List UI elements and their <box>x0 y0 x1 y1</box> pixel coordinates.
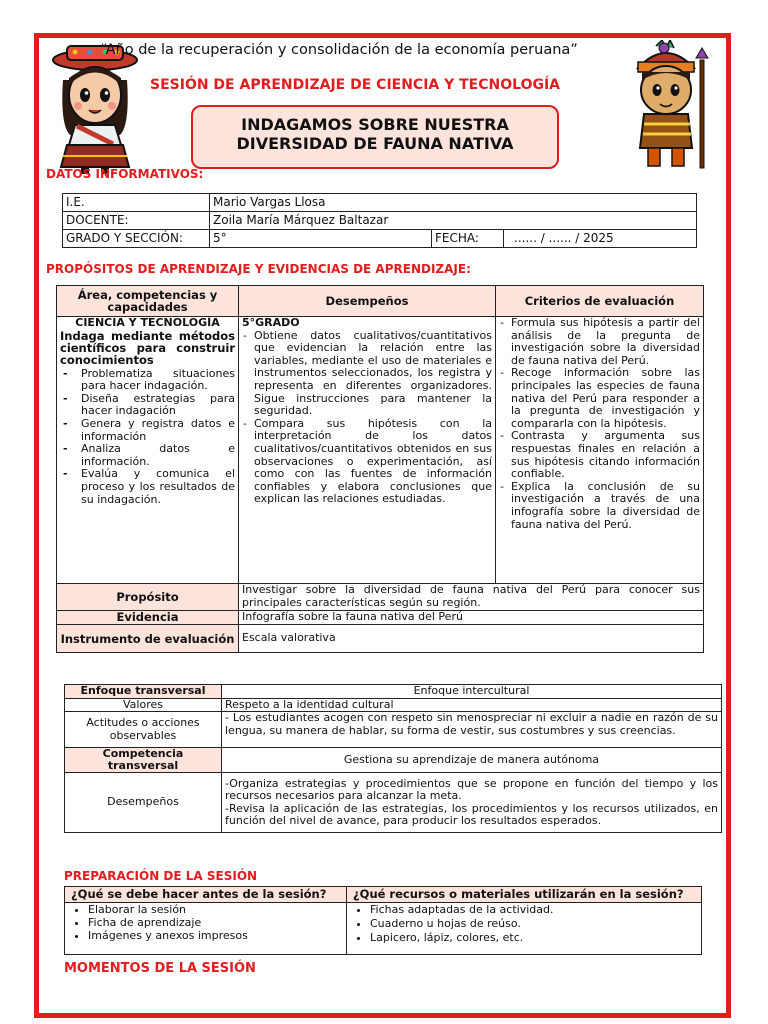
enfoque-table <box>64 684 722 833</box>
col-recursos-header: ¿Qué recursos o materiales utilizarán en la sesión? <box>347 887 702 903</box>
col-area-header: Área, competencias y capacidades <box>57 286 239 317</box>
datos-table <box>62 193 697 248</box>
enfoque-label: Enfoque transversal <box>65 685 222 699</box>
proposito-label: Propósito <box>57 584 239 611</box>
antes-cell <box>65 903 347 955</box>
list-item: • Imágenes y anexos impresos <box>88 929 343 942</box>
desempeno-item: -Revisa la aplicación de las estrategias, los procedimientos y los recursos utilizados, en función del nivel de avance, para producir los resultados esperados. <box>225 801 718 827</box>
desempenos-list <box>242 330 492 506</box>
table-row <box>63 194 697 212</box>
competencia-transversal-label: Competencia transversal <box>65 748 222 773</box>
main-title-line1: INDAGAMOS SOBRE NUESTRA <box>241 115 509 134</box>
desempenos-cell <box>239 317 496 584</box>
list-item: • Ficha de aprendizaje <box>88 916 343 929</box>
table-row <box>65 685 722 699</box>
table-row <box>65 748 722 773</box>
grado-value: 5° <box>210 230 432 248</box>
table-row <box>57 317 704 584</box>
valores-value: Respeto a la identidad cultural <box>222 698 722 712</box>
actitudes-value: - Los estudiantes acogen con respeto sin menospreciar ni excluir a nadie en razón de su lengua, su manera de hablar, su forma de vestir, sus costumbres y sus creencias. <box>222 712 722 748</box>
list-item: - Contrasta y argumenta sus respuestas finales en relación a sus hipótesis citando información confiable. <box>499 430 700 480</box>
col-desempenos-header: Desempeños <box>239 286 496 317</box>
competencia-text: Indaga mediante métodos científicos para construir conocimientos <box>60 328 235 367</box>
list-item: • Lapicero, lápiz, colores, etc. <box>370 931 698 945</box>
table-row <box>63 212 697 230</box>
list-item: - Obtiene datos cualitativos/cuantitativos que evidencian la relación entre las variables, mediante el uso de materiales e instrumentos seleccionados, los registra y representa en diferentes organizadores. Sigue instrucciones para mantener la seguridad. <box>242 330 492 418</box>
table-row <box>63 230 697 248</box>
table-header-row <box>57 286 704 317</box>
criterios-cell <box>496 317 704 584</box>
table-row <box>65 698 722 712</box>
list-item: - Problematiza situaciones para hacer indagación. <box>60 368 235 393</box>
instrumento-label: Instrumento de evaluación <box>57 625 239 653</box>
list-item: - Evalúa y comunica el proceso y los resultados de su indagación. <box>60 468 235 506</box>
instrumento-value: Escala valorativa <box>239 625 704 653</box>
ie-value: Mario Vargas Llosa <box>210 194 697 212</box>
recursos-cell <box>347 903 702 955</box>
docente-value: Zoila María Márquez Baltazar <box>210 212 697 230</box>
docente-label: DOCENTE: <box>63 212 210 230</box>
list-item: - Recoge información sobre las principales las especies de fauna nativa del Perú para responder a la pregunta de investigación y compararla con la hipótesis. <box>499 367 700 430</box>
table-row <box>65 903 702 955</box>
list-item: - Analiza datos e información. <box>60 443 235 468</box>
list-item: • Elaborar la sesión <box>88 903 343 916</box>
ie-label: I.E. <box>63 194 210 212</box>
area-cell <box>57 317 239 584</box>
competencia-transversal-value: Gestiona su aprendizaje de manera autónoma <box>222 748 722 773</box>
propositos-table <box>56 285 704 653</box>
recursos-list <box>350 903 698 945</box>
list-item: - Diseña estrategias para hacer indagación <box>60 393 235 418</box>
session-title: SESIÓN DE APRENDIZAJE DE CIENCIA Y TECNOLOGÍA <box>150 77 560 93</box>
propositos-heading: PROPÓSITOS DE APRENDIZAJE Y EVIDENCIAS DE APRENDIZAJE: <box>46 262 471 276</box>
proposito-value: Investigar sobre la diversidad de fauna nativa del Perú para conocer sus principales características según su región. <box>239 584 704 611</box>
year-motto: “Año de la recuperación y consolidación de la economía peruana” <box>100 42 578 58</box>
table-row <box>57 584 704 611</box>
list-item: • Cuaderno u hojas de reúso. <box>370 917 698 931</box>
area-name: CIENCIA Y TECNOLOGÍA <box>75 316 220 329</box>
criterios-list <box>499 317 700 531</box>
evidencia-label: Evidencia <box>57 611 239 625</box>
desempenos-transversal-label: Desempeños <box>65 773 222 833</box>
desempenos-transversal-value <box>222 773 722 833</box>
preparacion-heading: PREPARACIÓN DE LA SESIÓN <box>64 869 258 883</box>
list-item: - Compara sus hipótesis con la interpretación de los datos cualitativos/cuantitativos obtenidos en sus observaciones o experimentación, así como con las fuentes de información confiables y elabora conclusiones que explican las relaciones estudiadas. <box>242 418 492 506</box>
fecha-label: FECHA: <box>432 230 504 248</box>
antes-list <box>68 903 343 942</box>
main-title-line2: DIVERSIDAD DE FAUNA NATIVA <box>236 134 514 153</box>
enfoque-value: Enfoque intercultural <box>222 685 722 699</box>
valores-label: Valores <box>65 698 222 712</box>
andean-girl-illustration <box>45 40 145 175</box>
preparacion-table <box>64 886 702 955</box>
andean-boy-illustration <box>618 40 716 172</box>
col-criterios-header: Criterios de evaluación <box>496 286 704 317</box>
actitudes-label: Actitudes o acciones observables <box>65 712 222 748</box>
grado-label: 5°GRADO <box>242 316 300 329</box>
momentos-heading: MOMENTOS DE LA SESIÓN <box>64 961 256 976</box>
grado-label: GRADO Y SECCIÓN: <box>63 230 210 248</box>
table-row <box>57 625 704 653</box>
main-title-box <box>191 105 559 169</box>
table-row <box>65 773 722 833</box>
list-item: • Fichas adaptadas de la actividad. <box>370 903 698 917</box>
list-item: - Explica la conclusión de su investigación a través de una infografía sobre la diversidad de fauna nativa del Perú. <box>499 481 700 531</box>
list-item: - Formula sus hipótesis a partir del análisis de la pregunta de investigación sobre la diversidad de fauna nativa del Perú. <box>499 317 700 367</box>
desempeno-item: -Organiza estrategias y procedimientos que se propone en función del tiempo y los recursos necesarios para alcanzar la meta. <box>225 776 718 802</box>
list-item: - Genera y registra datos e información <box>60 418 235 443</box>
datos-heading: DATOS INFORMATIVOS: <box>46 167 204 181</box>
table-header-row <box>65 887 702 903</box>
table-row <box>57 611 704 625</box>
table-row <box>65 712 722 748</box>
col-antes-header: ¿Qué se debe hacer antes de la sesión? <box>65 887 347 903</box>
fecha-value: ...... / ...... / 2025 <box>504 230 697 248</box>
capacidades-list <box>60 368 235 507</box>
evidencia-value: Infografía sobre la fauna nativa del Perú <box>239 611 704 625</box>
